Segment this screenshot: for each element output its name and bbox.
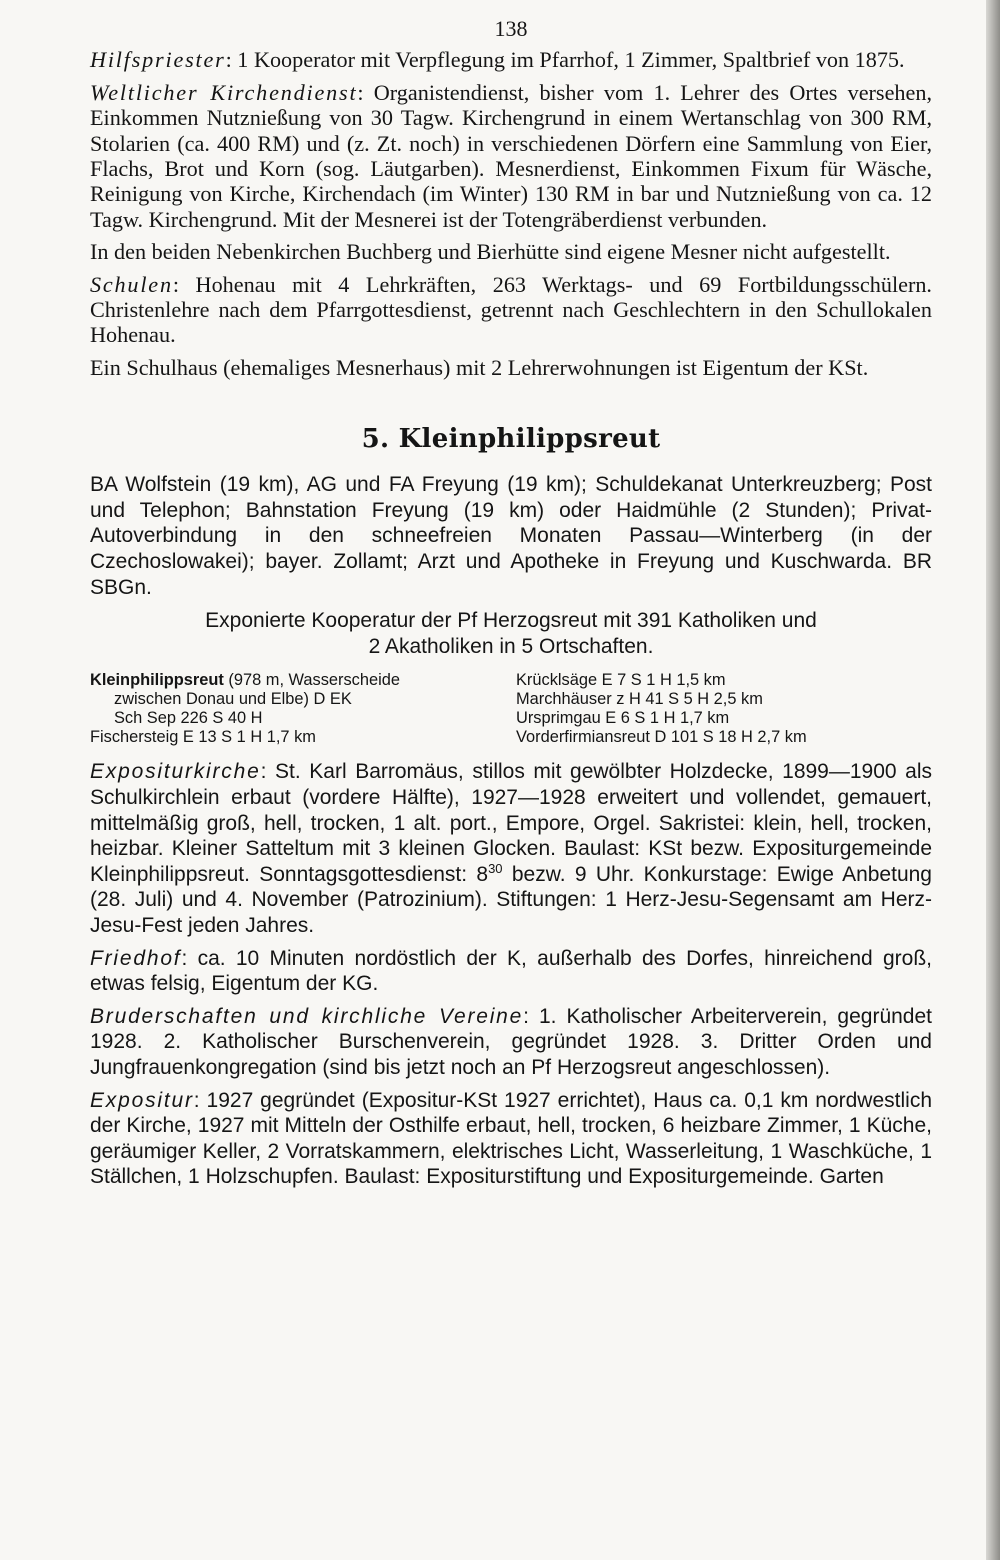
- expositur-label: Expositur: [90, 1088, 194, 1112]
- exponierte-block: [90, 608, 932, 659]
- friedhof-text: ca. 10 Minuten nordöstlich der K, außerhalb des Dorfes, hinreichend groß, etwas felsig, Eigentum der KG.: [90, 946, 932, 996]
- exponierte-line-1: Exponierte Kooperatur der Pf Herzogsreut mit 391 Katholiken und: [205, 609, 817, 633]
- places-table: [90, 671, 932, 747]
- expositurkirche-text-1: St. Karl Barromäus, stillos mit gewölbter Holzdecke, 1899—1900 als Schulkirchlein erbaut (vordere Hälfte), 1927—1928 erweitert und vollendet, gemauert, mittelmäßig groß, hell, trocken, 1 alt. port., Empore, Orgel. Sakristei: klein, hell, trocken, heizbar. Kleiner Satteltum mit 3 kleinen Glocken. Baulast: KSt bezw. Expositurgemeinde Kleinphilippsreut. Sonntagsgottesdienst: 8: [90, 760, 933, 886]
- place-main-line-2: zwischen Donau und Elbe) D EK: [114, 690, 352, 709]
- place-ursprimgau: Ursprimgau E 6 S 1 H 1,7 km: [516, 709, 730, 728]
- place-main-rest: (978 m, Wasserscheide: [223, 671, 400, 690]
- hilfspriester-label: Hilfspriester: [90, 47, 226, 73]
- section-heading: 5. Kleinphilippsreut: [361, 424, 661, 455]
- places-left-column: [90, 671, 516, 747]
- schulhaus-paragraph: Ein Schulhaus (ehemaliges Mesnerhaus) mit 2 Lehrerwohnungen ist Eigentum der KSt.: [90, 354, 869, 380]
- expositurkirche-sup: 30: [488, 860, 503, 876]
- expositurkirche-text-2: bezw. 9 Uhr. Konkurstage: Ewige Anbetung (28. Juli) und 4. November (Patrozinium). Stiftungen: 1 Herz-Jesu-Segensamt am Herz-Jesu-Fest jeden Jahres.: [90, 862, 932, 937]
- location-paragraph: BA Wolfstein (19 km), AG und FA Freyung (19 km); Schuldekanat Unterkreuzberg; Post und Telephon; Bahnstation Freyung (19 km) oder Haidmühle (2 Stunden); Privat-Autoverbindung in den schneefreien Monaten Passau—Winterberg (in der Czechoslowakei); bayer. Zollamt; Arzt und Apotheke in Freyung und Kuschwarda. BR SBGn.: [90, 473, 932, 599]
- nebenkirchen-paragraph: In den beiden Nebenkirchen Buchberg und Bierhütte sind eigene Mesner nicht aufgestellt.: [90, 239, 891, 265]
- schulen-label: Schulen: [90, 271, 173, 297]
- page-number: 138: [494, 16, 528, 41]
- place-vorderfirmiansreut: Vorderfirmiansreut D 101 S 18 H 2,7 km: [516, 728, 807, 747]
- hilfspriester-text: 1 Kooperator mit Verpflegung im Pfarrhof, 1 Zimmer, Spaltbrief von 1875.: [237, 47, 905, 73]
- weltlicher-paragraph: Weltlicher Kirchendienst: Organistendienst, bisher vom 1. Lehrer des Ortes versehen, Einkommen Nutznießung von 30 Tagw. Kirchengrund in einem Wertanschlag von 300 RM, Stolarien (ca. 400 RM) und (z. Zt. noch) in verschiedenen Dörfern eine Sammlung von Eier, Flachs, Brot und Korn (sog. Läutgarben). Mesnerdienst, Einkommen Fixum für Wäsche, Reinigung von Kirche, Kirchendach (im Winter) 130 RM in bar und Nutznießung von ca. 12 Tagw. Kirchengrund. Mit der Mesnerei ist der Totengräberdienst verbunden.: [90, 79, 932, 232]
- schulen-text: Hohenau mit 4 Lehrkräften, 263 Werktags- und 69 Fortbildungsschülern. Christenlehre nach dem Pfarrgottesdienst, getrennt nach Geschlechtern in den Schullokalen Hohenau.: [90, 271, 932, 348]
- expositur-text: 1927 gegründet (Expositur-KSt 1927 errichtet), Haus ca. 0,1 km nordwestlich der Kirche, 1927 mit Mitteln der Osthilfe erbaut, hell, trocken, 6 heizbare Zimmer, 1 Küche, geräumiger Keller, 2 Vorratskammern, elektrisches Licht, Wasserleitung, 1 Waschküche, 1 Ställchen, 1 Holzschupfen. Baulast: Expositurstiftung und Expositurgemeinde. Garten: [90, 1088, 933, 1189]
- place-marchhaeuser: Marchhäuser z H 41 S 5 H 2,5 km: [516, 690, 763, 709]
- page-edge-shadow: [986, 0, 1000, 1560]
- exponierte-line-2: 2 Akatholiken in 5 Ortschaften.: [368, 634, 654, 658]
- expositur-paragraph: Expositur: 1927 gegründet (Expositur-KSt 1927 errichtet), Haus ca. 0,1 km nordwestlich der Kirche, 1927 mit Mitteln der Osthilfe erbaut, hell, trocken, 6 heizbare Zimmer, 1 Küche, geräumiger Keller, 2 Vorratskammern, elektrisches Licht, Wasserleitung, 1 Waschküche, 1 Ställchen, 1 Holzschupfen. Baulast: Expositurstiftung und Expositurgemeinde. Garten: [90, 1088, 933, 1189]
- place-main-name: Kleinphilippsreut: [90, 671, 224, 690]
- weltlicher-label: Weltlicher Kirchendienst: [90, 79, 358, 105]
- places-right-column: [516, 671, 932, 747]
- place-main-line-1: [90, 671, 506, 690]
- bruderschaften-paragraph: Bruderschaften und kirchliche Vereine: 1. Katholischer Arbeiterverein, gegründet 1928. 2. Katholischer Burschenverein, gegründet 1928. 3. Dritter Orden und Jungfrauenkongregation (sind bis jetzt noch an Pf Herzogsreut angeschlossen).: [90, 1004, 933, 1079]
- place-main-line-3: Sch Sep 226 S 40 H: [114, 709, 263, 728]
- page-content: [90, 16, 932, 1197]
- place-kruecklsaege: Krücklsäge E 7 S 1 H 1,5 km: [516, 671, 726, 690]
- place-fischersteig: Fischersteig E 13 S 1 H 1,7 km: [90, 728, 316, 747]
- hilfspriester-paragraph: Hilfspriester: 1 Kooperator mit Verpflegung im Pfarrhof, 1 Zimmer, Spaltbrief von 1875.: [90, 47, 905, 73]
- weltlicher-text: Organistendienst, bisher vom 1. Lehrer des Ortes versehen, Einkommen Nutznießung von 30 Tagw. Kirchengrund in einem Wertanschlag von 300 RM, Stolarien (ca. 400 RM) und (z. Zt. noch) in verschiedenen Dörfern eine Sammlung von Eier, Flachs, Brot und Korn (sog. Läutgarben). Mesnerdienst, Einkommen Fixum für Wäsche, Reinigung von Kirche, Kirchendach (im Winter) 130 RM in bar und Nutznießung von ca. 12 Tagw. Kirchengrund. Mit der Mesnerei ist der Totengräberdienst verbunden.: [90, 79, 932, 232]
- bruderschaften-label: Bruderschaften und kirchliche Vereine: [90, 1004, 524, 1028]
- friedhof-label: Friedhof: [90, 946, 182, 970]
- friedhof-paragraph: Friedhof: ca. 10 Minuten nordöstlich der K, außerhalb des Dorfes, hinreichend groß, etwas felsig, Eigentum der KG.: [90, 946, 932, 996]
- expositurkirche-label: Expositurkirche: [90, 760, 261, 784]
- bruderschaften-text: 1. Katholischer Arbeiterverein, gegründet 1928. 2. Katholischer Burschenverein, gegründet 1928. 3. Dritter Orden und Jungfrauenkongregation (sind bis jetzt noch an Pf Herzogsreut angeschlossen).: [90, 1004, 933, 1079]
- schulen-paragraph: Schulen: Hohenau mit 4 Lehrkräften, 263 Werktags- und 69 Fortbildungsschülern. Christenlehre nach dem Pfarrgottesdienst, getrennt nach Geschlechtern in den Schullokalen Hohenau.: [90, 271, 932, 348]
- expositurkirche-paragraph: Expositurkirche: St. Karl Barromäus, stillos mit gewölbter Holzdecke, 1899—1900 als Schulkirchlein erbaut (vordere Hälfte), 1927—1928 erweitert und vollendet, gemauert, mittelmäßig groß, hell, trocken, 1 alt. port., Empore, Orgel. Sakristei: klein, hell, trocken, heizbar. Kleiner Satteltum mit 3 kleinen Glocken. Baulast: KSt bezw. Expositurgemeinde Kleinphilippsreut. Sonntagsgottesdienst: $8^{30}$ bezw. 9 Uhr. Konkurstage: Ewige Anbetung (28. Juli) und 4. November (Patrozinium). Stiftungen: 1 Herz-Jesu-Segensamt am Herz-Jesu-Fest jeden Jahres.: [90, 760, 933, 937]
